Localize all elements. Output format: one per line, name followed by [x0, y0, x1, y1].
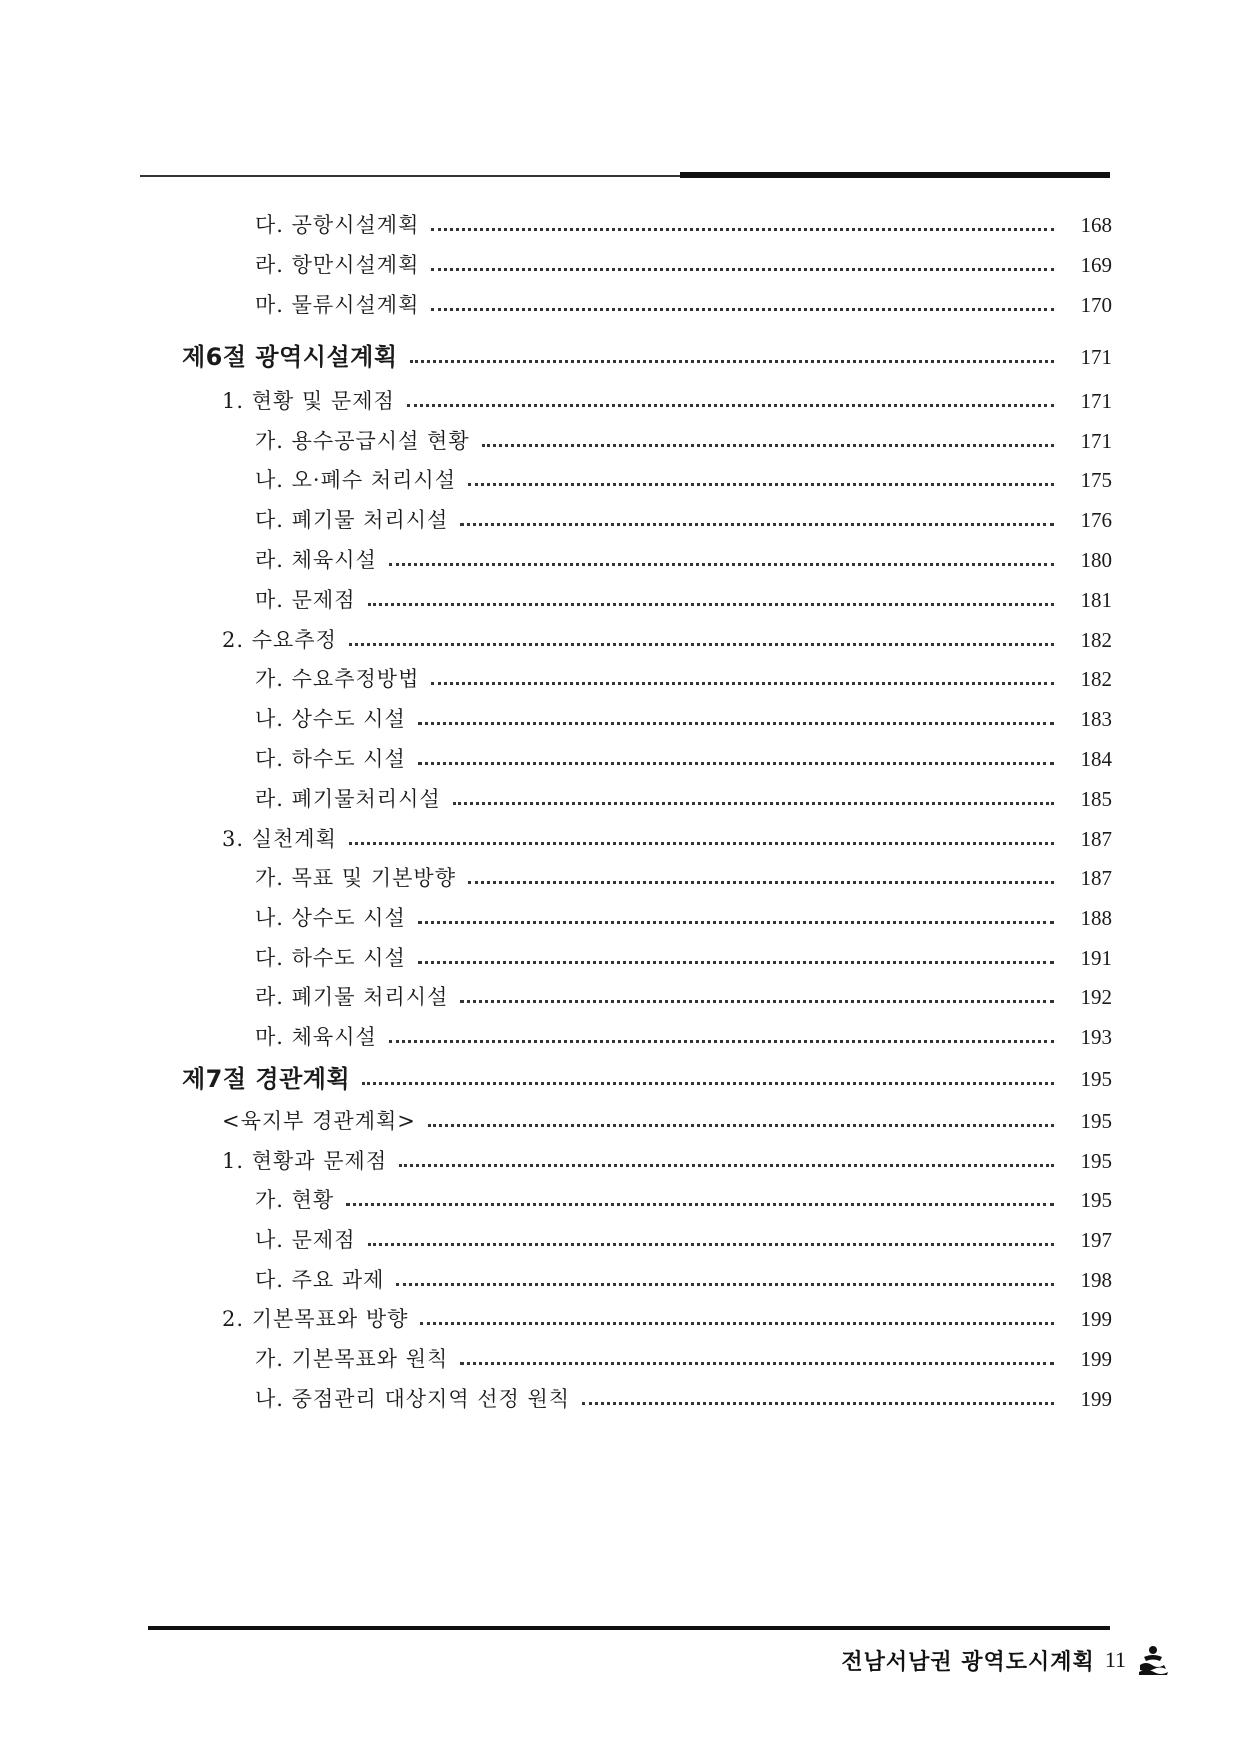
dot-leader	[368, 1243, 1054, 1246]
dot-leader	[418, 921, 1054, 924]
dot-leader	[407, 404, 1054, 407]
toc-page-number: 171	[1080, 389, 1112, 413]
dot-leader	[582, 1402, 1054, 1405]
dot-leader	[410, 360, 1054, 363]
toc-page-number: 185	[1080, 787, 1112, 811]
dot-leader	[431, 228, 1054, 231]
header-rule-thick	[680, 172, 1110, 178]
toc-page-number: 169	[1080, 253, 1112, 277]
toc-entry	[0, 1302, 1240, 1336]
toc-entry	[0, 782, 1240, 816]
toc-page-number: 192	[1080, 985, 1112, 1009]
toc-page-number: 187	[1080, 827, 1112, 851]
toc-entry-title: 마. 문제점	[255, 588, 356, 612]
dot-leader	[389, 563, 1054, 566]
dot-leader	[428, 1124, 1054, 1127]
toc-entry-title: 다. 폐기물 처리시설	[255, 508, 449, 532]
toc-entry-title: <육지부 경관계획>	[222, 1109, 416, 1133]
toc-entry-title: 라. 폐기물 처리시설	[255, 985, 449, 1009]
dot-leader	[431, 268, 1054, 271]
toc-page-number: 182	[1080, 628, 1112, 652]
dot-leader	[346, 1203, 1054, 1206]
dot-leader	[418, 722, 1054, 725]
dot-leader	[349, 842, 1054, 845]
wave-figure-logo-icon	[1136, 1643, 1170, 1677]
toc-entry	[0, 208, 1240, 242]
dot-leader	[399, 1164, 1054, 1167]
dot-leader	[460, 523, 1054, 526]
toc-entry	[0, 1223, 1240, 1257]
header-rule-thin	[140, 175, 680, 177]
toc-entry-title: 2. 기본목표와 방향	[222, 1307, 409, 1331]
toc-entry-title: 1. 현황과 문제점	[222, 1149, 388, 1173]
toc-entry-title: 나. 상수도 시설	[255, 906, 406, 930]
toc-page-number: 195	[1080, 1109, 1112, 1133]
toc-entry-title: 2. 수요추정	[222, 628, 337, 652]
toc-page-number: 183	[1080, 707, 1112, 731]
toc-entry	[0, 662, 1240, 696]
toc-entry	[0, 340, 1240, 374]
dot-leader	[418, 961, 1054, 964]
dot-leader	[389, 1040, 1054, 1043]
toc-entry	[0, 980, 1240, 1014]
toc-entry	[0, 1062, 1240, 1096]
toc-entry	[0, 543, 1240, 577]
toc-entry	[0, 1020, 1240, 1054]
toc-entry-title: 제6절 광역시설계획	[182, 343, 398, 371]
dot-leader	[431, 308, 1054, 311]
toc-entry-title: 가. 기본목표와 원칙	[255, 1347, 449, 1371]
toc-entry	[0, 463, 1240, 497]
dot-leader	[396, 1283, 1054, 1286]
toc-entry-title: 다. 주요 과제	[255, 1268, 385, 1292]
toc-page-number: 199	[1080, 1347, 1112, 1371]
toc-entry-title: 가. 현황	[255, 1188, 335, 1212]
toc-entry	[0, 623, 1240, 657]
dot-leader	[431, 682, 1054, 685]
toc-entry-title: 1. 현황 및 문제점	[222, 389, 395, 413]
dot-leader	[418, 762, 1054, 765]
toc-entry	[0, 583, 1240, 617]
toc-entry-title: 가. 목표 및 기본방향	[255, 866, 456, 890]
toc-entry	[0, 702, 1240, 736]
dot-leader	[368, 603, 1054, 606]
toc-entry	[0, 742, 1240, 776]
toc-entry-title: 제7절 경관계획	[182, 1065, 351, 1093]
toc-page-number: 199	[1080, 1387, 1112, 1411]
toc-entry	[0, 1342, 1240, 1376]
dot-leader	[468, 483, 1054, 486]
toc-entry-title: 나. 중점관리 대상지역 선정 원칙	[255, 1387, 571, 1411]
toc-page-number: 182	[1080, 667, 1112, 691]
toc-page-number: 180	[1080, 548, 1112, 572]
toc-page-number: 168	[1080, 213, 1112, 237]
dot-leader	[460, 1000, 1054, 1003]
toc-entry-title: 나. 문제점	[255, 1228, 356, 1252]
toc-page-number: 171	[1080, 429, 1112, 453]
footer-rule	[148, 1626, 1110, 1630]
toc-entry-title: 나. 오·폐수 처리시설	[255, 468, 456, 492]
toc-page-number: 175	[1080, 468, 1112, 492]
toc-entry-title: 마. 체육시설	[255, 1025, 377, 1049]
toc-entry-title: 다. 하수도 시설	[255, 946, 406, 970]
toc-page-number: 176	[1080, 508, 1112, 532]
toc-entry	[0, 861, 1240, 895]
toc-entry-title: 3. 실천계획	[222, 827, 337, 851]
toc-page-number: 171	[1080, 345, 1112, 369]
toc-page-number: 188	[1080, 906, 1112, 930]
toc-entry	[0, 1263, 1240, 1297]
toc-entry	[0, 424, 1240, 458]
toc-page-number: 184	[1080, 747, 1112, 771]
toc-entry-title: 다. 공항시설계획	[255, 213, 420, 237]
toc-entry	[0, 248, 1240, 282]
toc-entry	[0, 1104, 1240, 1138]
dot-leader	[362, 1082, 1054, 1085]
dot-leader	[460, 1362, 1054, 1365]
toc-page-number: 187	[1080, 866, 1112, 890]
dot-leader	[468, 881, 1054, 884]
dot-leader	[453, 802, 1054, 805]
toc-entry	[0, 1183, 1240, 1217]
toc-entry-title: 마. 물류시설계획	[255, 293, 420, 317]
toc-entry	[0, 901, 1240, 935]
toc-page-number: 181	[1080, 588, 1112, 612]
toc-entry-title: 나. 상수도 시설	[255, 707, 406, 731]
toc-entry-title: 가. 용수공급시설 현황	[255, 429, 470, 453]
toc-entry	[0, 1382, 1240, 1416]
toc-page-number: 198	[1080, 1268, 1112, 1292]
toc-page-number: 191	[1080, 946, 1112, 970]
toc-entry-title: 가. 수요추정방법	[255, 667, 420, 691]
toc-page-number: 193	[1080, 1025, 1112, 1049]
toc-entry-title: 다. 하수도 시설	[255, 747, 406, 771]
toc-entry-title: 라. 폐기물처리시설	[255, 787, 441, 811]
toc-entry	[0, 384, 1240, 418]
page-number: 11	[1104, 1647, 1126, 1672]
footer-title: 전남서남권 광역도시계획	[841, 1649, 1095, 1675]
toc-page-number: 199	[1080, 1307, 1112, 1331]
toc-page-number: 195	[1080, 1067, 1112, 1091]
dot-leader	[482, 444, 1054, 447]
toc-page-number: 195	[1080, 1149, 1112, 1173]
toc-entry	[0, 503, 1240, 537]
toc-entry-title: 라. 체육시설	[255, 548, 377, 572]
toc-entry	[0, 822, 1240, 856]
toc-entry	[0, 1144, 1240, 1178]
page-footer	[841, 1640, 1170, 1680]
dot-leader	[420, 1322, 1054, 1325]
dot-leader	[349, 643, 1054, 646]
toc-entry	[0, 288, 1240, 322]
toc-page-number: 195	[1080, 1188, 1112, 1212]
toc-entry	[0, 941, 1240, 975]
toc-page-number: 170	[1080, 293, 1112, 317]
toc-page-number: 197	[1080, 1228, 1112, 1252]
toc-entry-title: 라. 항만시설계획	[255, 253, 420, 277]
